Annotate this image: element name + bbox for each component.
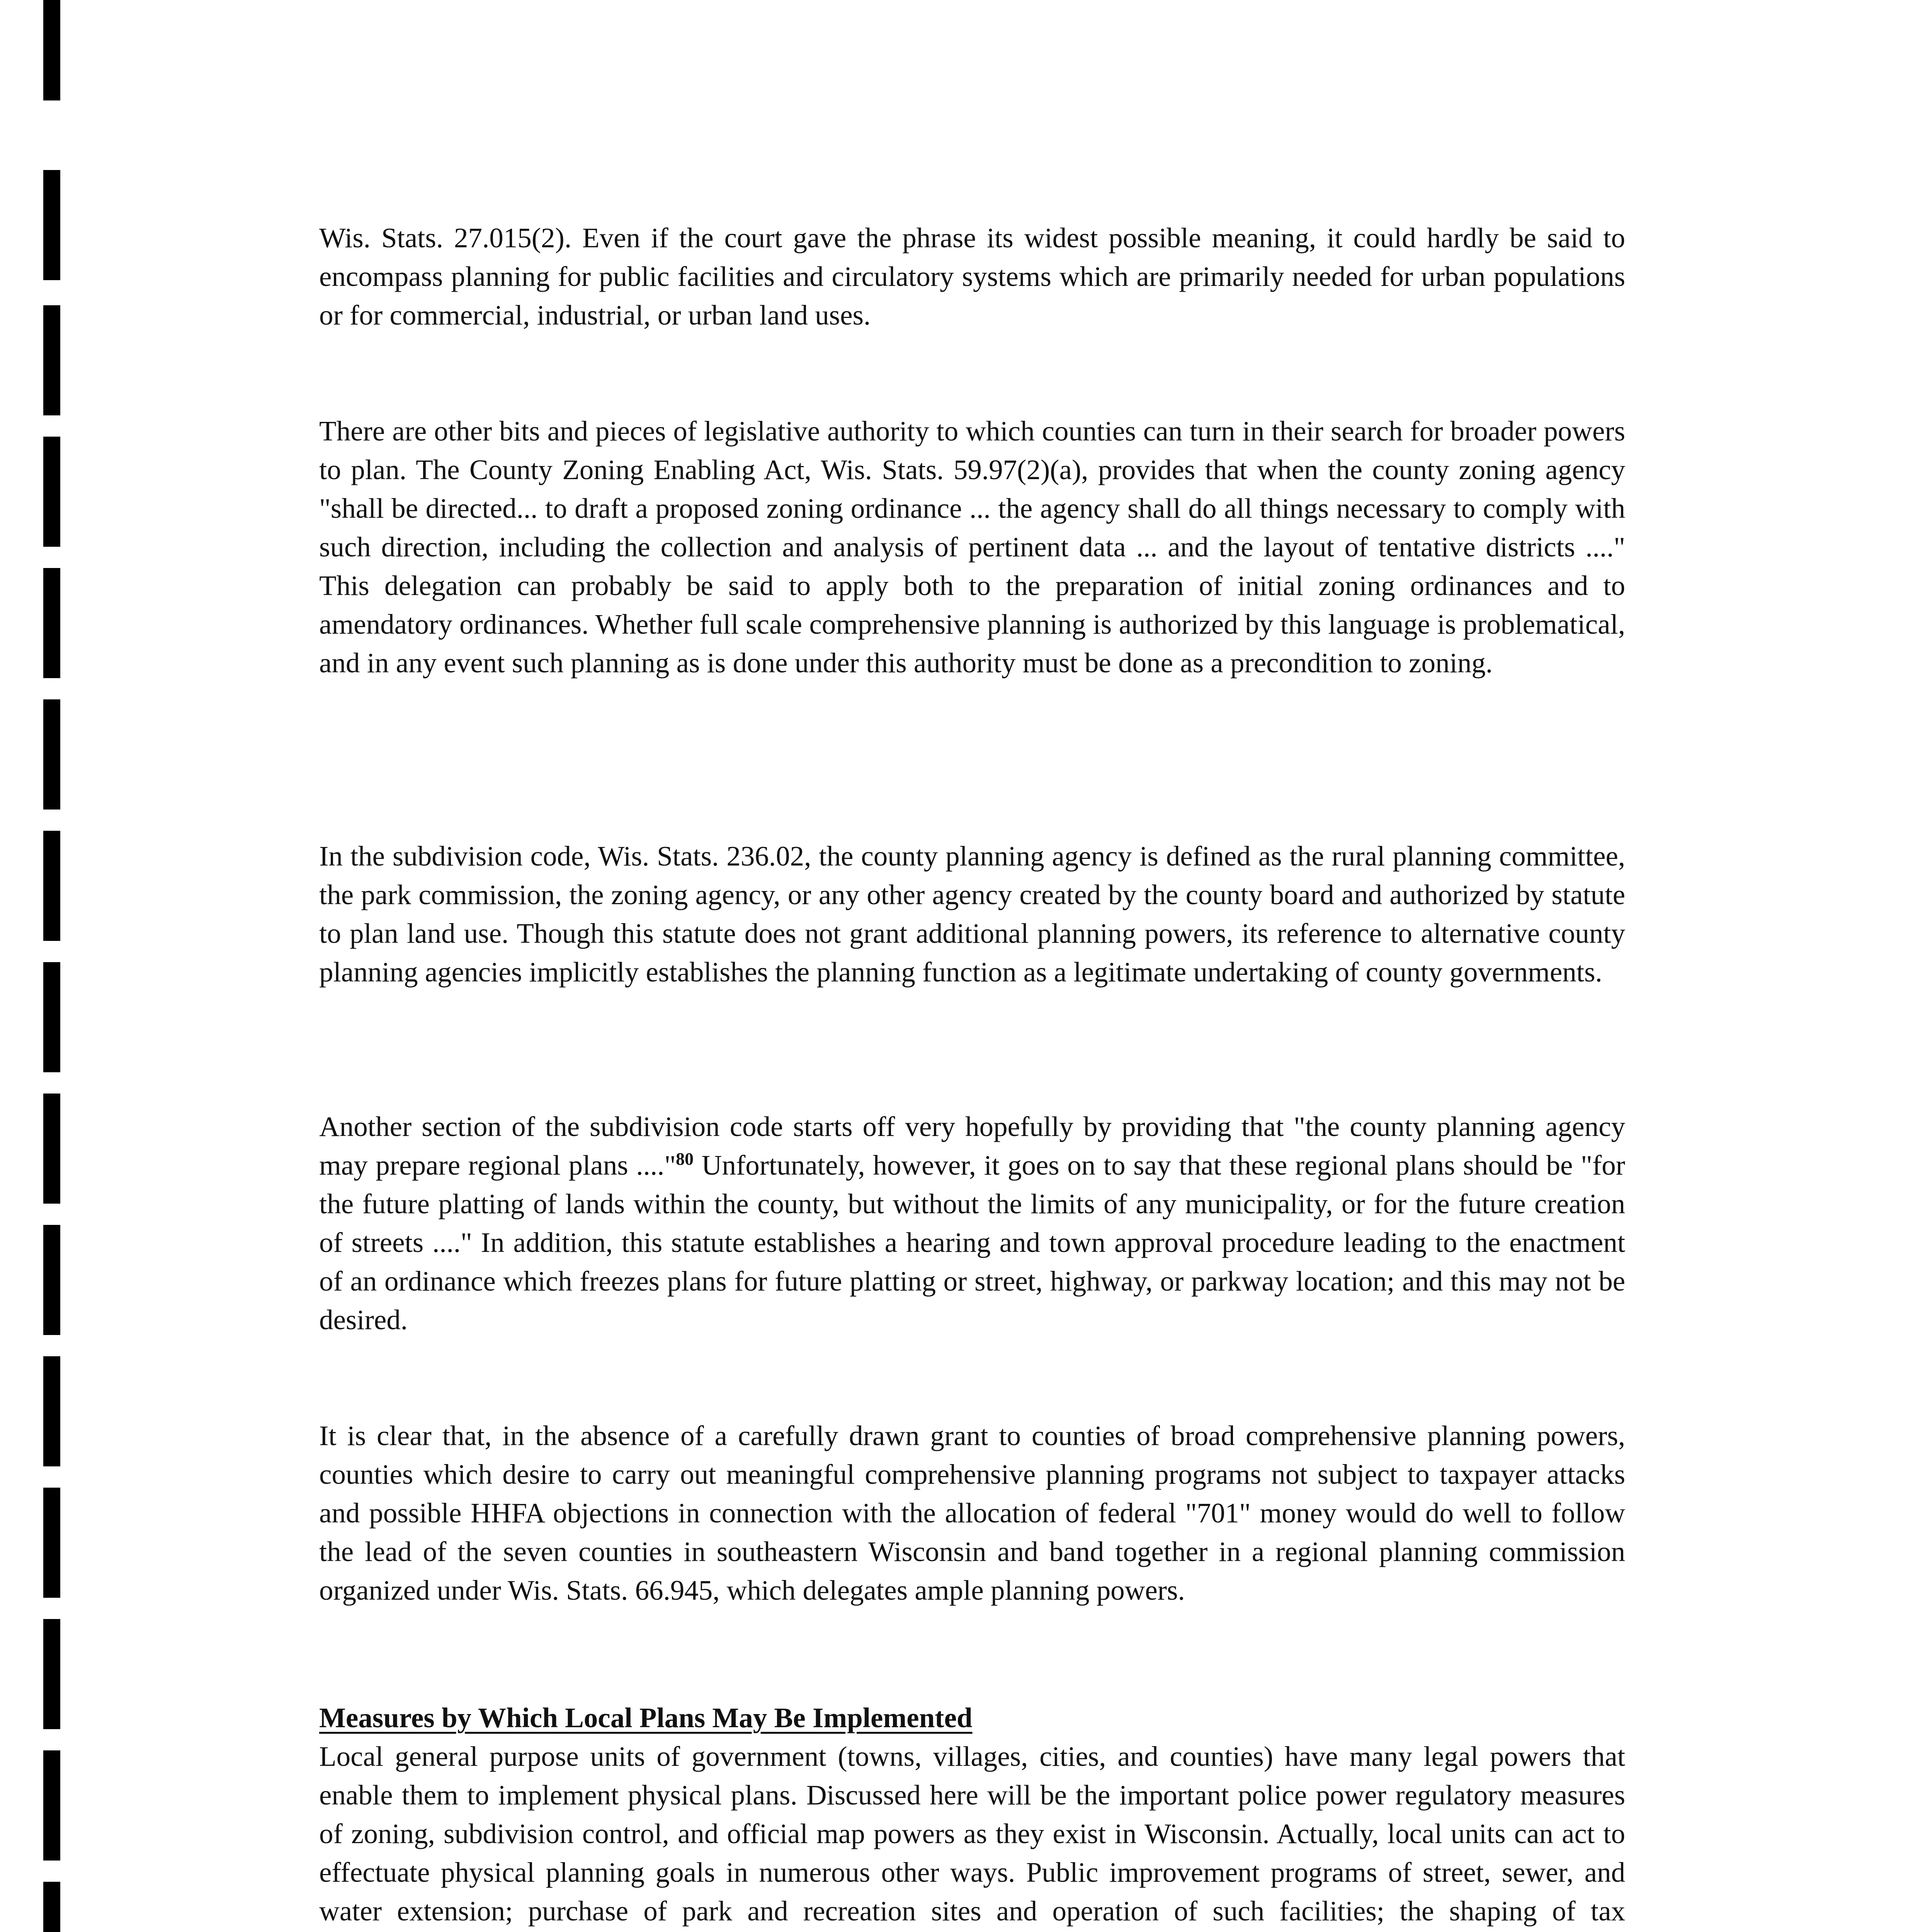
binder-mark bbox=[43, 568, 60, 678]
binder-mark bbox=[43, 1094, 60, 1204]
binder-mark bbox=[43, 305, 60, 415]
binder-mark bbox=[43, 699, 60, 810]
binder-mark bbox=[43, 1356, 60, 1466]
binder-mark bbox=[43, 1882, 60, 1932]
binder-mark bbox=[43, 962, 60, 1072]
binder-mark bbox=[43, 1750, 60, 1861]
binder-mark bbox=[43, 170, 60, 280]
binder-mark bbox=[43, 831, 60, 941]
footnote-reference: 80 bbox=[676, 1149, 694, 1169]
binder-mark bbox=[43, 1225, 60, 1335]
binder-mark bbox=[43, 437, 60, 547]
paragraph-local-measures: Local general purpose units of government (towns, villages, cities, and counties) have many legal powers that enable them to implement physical plans. Discussed here will be the important police power regulatory measures of zoning, subdivision control, and official map powers as they exist in Wisconsin. Actually, local units can act to effectuate physical planning goals in numerous other ways. Public improvement programs of street, sewer, and water extension; purchase of park and recreation sites and operation of such facilities; the shaping of tax bbox=[319, 1741, 1625, 1927]
section-heading: Measures by Which Local Plans May Be Implemented bbox=[319, 1702, 973, 1733]
paragraph-statute-27015: Wis. Stats. 27.015(2). Even if the court gave the phrase its widest possible meaning, it could hardly be said to encompass planning for public facilities and circulatory systems which are primarily needed for urban populations or for commercial, industrial, or urban land uses. bbox=[319, 222, 1625, 331]
paragraph-regional-plans-text-b: Unfortunately, however, it goes on to say that these regional plans should be "for the future platting of lands within the county, but without the limits of any municipality, or for the future creation of streets ...." In addition, this statute establishes a hearing and town approval procedure leading to the enactment of an ordinance which freezes plans for future platting or street, highway, or parkway location; and this may not be desired. bbox=[319, 1150, 1625, 1335]
paragraph-subdivision-code: In the subdivision code, Wis. Stats. 236.02, the county planning agency is defined as the rural planning committee, the park commission, the zoning agency, or any other agency created by the county board and authorized by statute to plan land use. Though this statute does not grant additional planning powers, its reference to alternative county planning agencies implicitly establishes the planning function as a legitimate undertaking of county governments. bbox=[319, 840, 1625, 988]
paragraph-zoning-enabling-act: There are other bits and pieces of legislative authority to which counties can turn in their search for broader powers to plan. The County Zoning Enabling Act, Wis. Stats. 59.97(2)(a), provides that when the county zoning agency "shall be directed... to draft a proposed zoning ordinance ... the agency shall do all things necessary to comply with such direction, including the collection and analysis of pertinent data ... and the layout of tentative districts ...." This delegation can probably be said to apply both to the preparation of initial zoning ordinances and to amendatory ordinances. Whether full scale comprehensive planning is authorized by this language is problematical, and in any event such planning as is done under this authority must be done as a precondition to zoning. bbox=[319, 415, 1625, 679]
binder-mark bbox=[43, 0, 60, 100]
paragraph-regional-commission: It is clear that, in the absence of a carefully drawn grant to counties of broad comprehensive planning powers, counties which desire to carry out meaningful comprehensive planning programs not subject to taxpayer attacks and possible HHFA objections in connection with the allocation of federal "701" money would do well to follow the lead of the seven counties in southeastern Wisconsin and band together in a regional planning commission organized under Wis. Stats. 66.945, which delegates ample planning powers. bbox=[319, 1420, 1625, 1606]
binder-mark bbox=[43, 1488, 60, 1598]
paragraph-regional-plans bbox=[319, 1107, 1625, 1339]
paragraph-regional-plans-text-a: Another section of the subdivision code starts off very hopefully by providing that "the county planning agency may prepare regional plans ...." bbox=[319, 1111, 1625, 1181]
binder-mark bbox=[43, 1619, 60, 1729]
